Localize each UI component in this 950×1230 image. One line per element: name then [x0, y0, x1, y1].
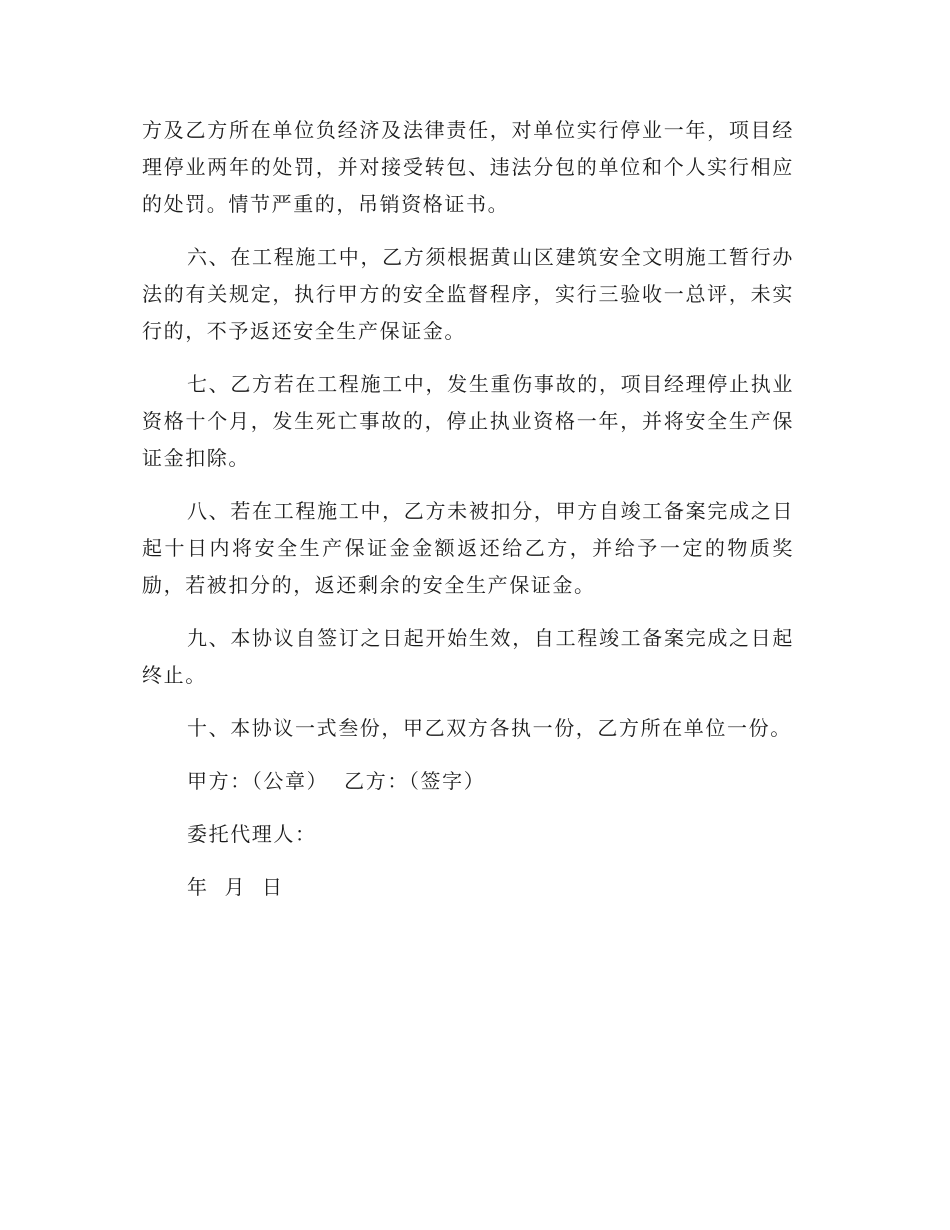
signature-parties [142, 763, 794, 800]
paragraph-clause-7: 七、乙方若在工程施工中，发生重伤事故的，项目经理停止执业资格十个月，发生死亡事故的，停止执业资格一年，并将安全生产保证金扣除。 [142, 372, 794, 470]
document-body [142, 112, 794, 922]
paragraph-clause-6: 六、在工程施工中，乙方须根据黄山区建筑安全文明施工暂行办法的有关规定，执行甲方的安全监督程序，实行三验收一总评，未实行的，不予返还安全生产保证金。 [142, 245, 794, 343]
paragraph-clause-10: 十、本协议一式叁份，甲乙双方各执一份，乙方所在单位一份。 [187, 716, 792, 740]
party-a-seal: 甲方：（公章） [187, 769, 329, 793]
paragraph-continuation: 方及乙方所在单位负经济及法律责任，对单位实行停业一年，项目经理停业两年的处罚，并对接受转包、违法分包的单位和个人实行相应的处罚。情节严重的，吊销资格证书。 [142, 118, 794, 216]
paragraph-clause-9: 九、本协议自签订之日起开始生效，自工程竣工备案完成之日起终止。 [142, 626, 794, 687]
party-b-signature: 乙方：（签字） [344, 769, 486, 793]
paragraph-clause-8: 八、若在工程施工中，乙方未被扣分，甲方自竣工备案完成之日起十日内将安全生产保证金金额返还给乙方，并给予一定的物质奖励，若被扣分的，返还剩余的安全生产保证金。 [142, 499, 794, 597]
signature-agent: 委托代理人： [187, 822, 317, 846]
signature-date: 年 月 日 [187, 875, 284, 899]
